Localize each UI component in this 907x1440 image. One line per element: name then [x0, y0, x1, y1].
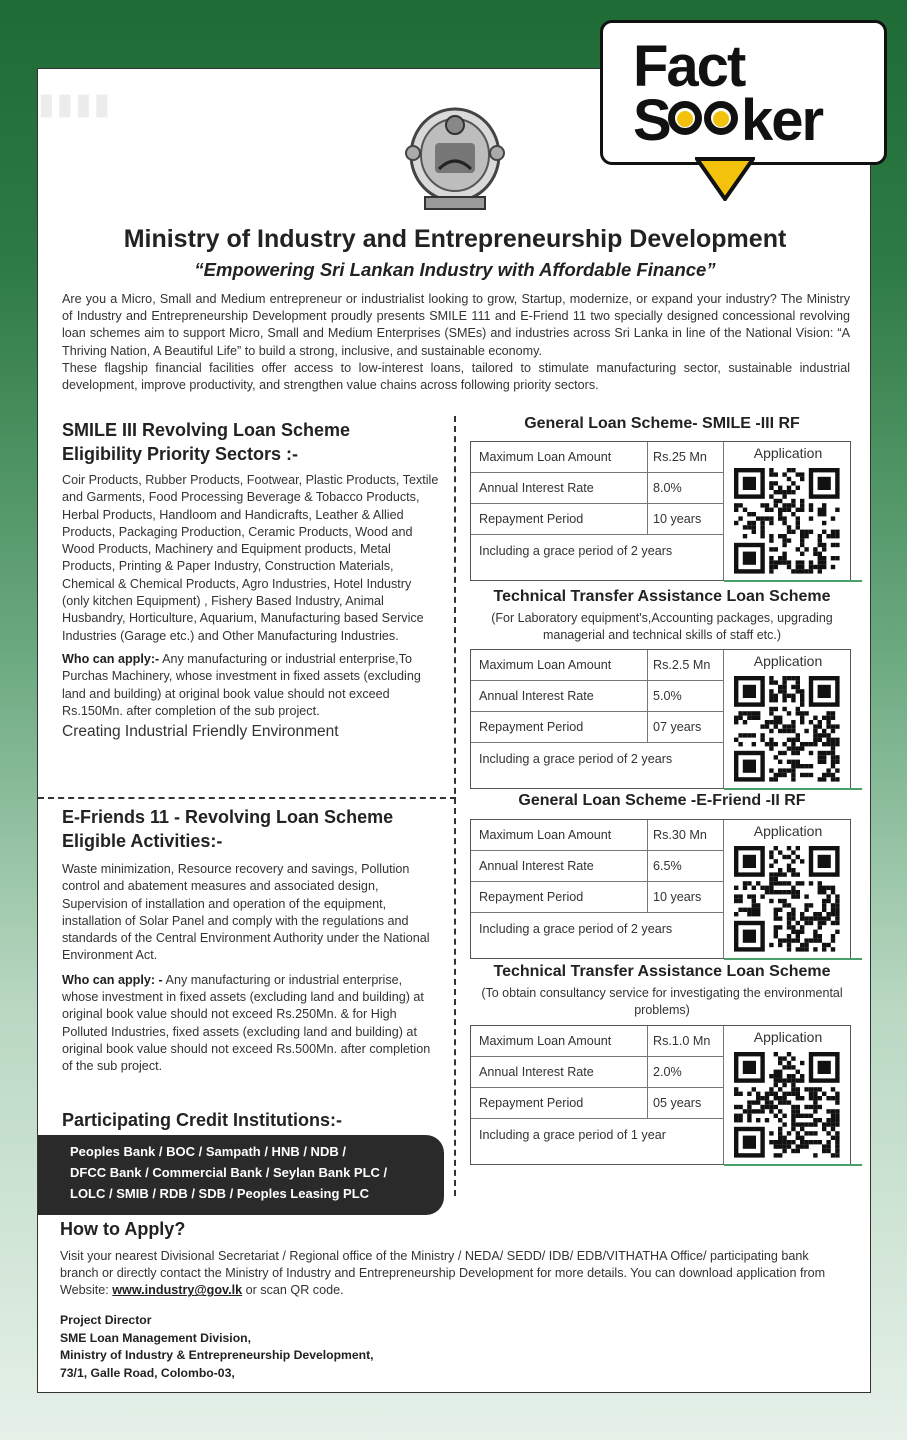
- application-qr-cell: [723, 442, 851, 580]
- watermark-left: ▮▮▮▮: [38, 88, 113, 121]
- application-label: Application: [753, 653, 823, 669]
- efriends-who-can-apply: [62, 972, 442, 1076]
- application-qr-cell: [723, 1026, 851, 1164]
- row-label: Repayment Period: [479, 890, 584, 904]
- advertisement-page: [37, 68, 871, 1393]
- efriends-section: [62, 805, 442, 1076]
- tagline: “Empowering Sri Lankan Industry with Affordable Finance”: [194, 259, 716, 280]
- signature-block: [60, 1312, 374, 1382]
- how-text-1: Visit your nearest Divisional Secretariat / Regional office of the Ministry / NEDA/ SEDD/ IDB/ EDB/VITHATHA Office/ participating bank branch or directly contact the Ministry of Industry and Entrepreneurship Development for more details. You can download application from Website:: [60, 1249, 826, 1298]
- who-label: Who can apply:-: [62, 651, 160, 666]
- smile-section: [62, 418, 442, 741]
- row-value: 10 years: [653, 890, 702, 904]
- banks-line-1: Peoples Bank / BOC / Sampath / HNB / NDB /: [70, 1144, 346, 1159]
- qr-code-icon[interactable]: [734, 676, 842, 782]
- row-value: Rs.2.5 Mn: [653, 658, 711, 672]
- row-value: 8.0%: [653, 481, 682, 495]
- column-separator: [647, 650, 648, 743]
- row-label: Repayment Period: [479, 512, 584, 526]
- row-label: Repayment Period: [479, 1096, 584, 1110]
- row-value: Rs.1.0 Mn: [653, 1034, 711, 1048]
- row-label: Maximum Loan Amount: [479, 828, 612, 842]
- qr-underline: [724, 958, 862, 960]
- intro-text: [62, 291, 850, 394]
- signature-line-3: Ministry of Industry & Entrepreneurship Development,: [60, 1348, 374, 1363]
- grace-period: Including a grace period of 2 years: [479, 544, 673, 558]
- qr-underline: [724, 788, 862, 790]
- scheme-4-title: Technical Transfer Assistance Loan Scheme: [493, 963, 831, 980]
- application-label: Application: [753, 823, 823, 839]
- vertical-divider: [454, 416, 456, 1196]
- credit-title: Participating Credit Institutions:-: [62, 1110, 343, 1130]
- who-text: Any manufacturing or industrial enterprise, whose investment in fixed assets (excluding land and building) at original book value should not exceed Rs.250Mn. & for High Polluted Industries, fixed assets (excluding land and building) at original book value should not exceed Rs.500Mn. after completion of the sub project.: [62, 972, 431, 1074]
- scheme-2-table: [470, 649, 851, 789]
- row-value: Rs.25 Mn: [653, 450, 707, 464]
- row-label: Repayment Period: [479, 720, 584, 734]
- smile-who-can-apply: [62, 651, 442, 720]
- smile-sectors: Coir Products, Rubber Products, Footwear, Plastic Products, Textile and Garments, Food Processing Beverage & Tobacco Products, Herbal Products, Handloom and Handicrafts, Leather & Allied Products, Packaging Production, Ceramic Products, Wood and Wood Products, Machinery and Equipment products, Metal Products, Printing & Paper Industry, Construction Materials, Chemical & Chemical Products, Agro Industries, Hotel Industry (only kitchen Equipment) , Fishery Based Industry, Animal Husbandry, Horticulture, Aquarium, Manufacturing based Service Industries (Garage etc.) and Other Manufacturing Industries.: [62, 473, 439, 643]
- application-qr-cell: [723, 650, 851, 788]
- smile-closing: Creating Industrial Friendly Environment: [62, 723, 339, 741]
- row-value: 07 years: [653, 720, 702, 734]
- credit-title-wrap: [62, 1108, 442, 1132]
- qr-code-icon[interactable]: [734, 468, 842, 574]
- scheme-3-table: [470, 819, 851, 959]
- grace-period: Including a grace period of 2 years: [479, 922, 673, 936]
- efriends-subtitle: Eligible Activities:-: [62, 831, 223, 851]
- qr-code-icon[interactable]: [734, 846, 842, 952]
- row-label: Annual Interest Rate: [479, 481, 594, 495]
- scheme-2-subtitle: (For Laboratory equipment's,Accounting packages, upgrading managerial and technical skills of staff etc.): [491, 611, 833, 642]
- row-label: Annual Interest Rate: [479, 1065, 594, 1079]
- row-label: Maximum Loan Amount: [479, 450, 612, 464]
- signature-line-1: Project Director: [60, 1313, 152, 1327]
- row-value: 2.0%: [653, 1065, 682, 1079]
- scheme-3-title: General Loan Scheme -E-Friend -II RF: [518, 792, 806, 809]
- column-separator: [647, 1026, 648, 1119]
- fact-seeker-logo: [600, 20, 887, 165]
- smile-title: SMILE III Revolving Loan Scheme: [62, 420, 351, 440]
- logo-line-2: S ker: [633, 88, 823, 153]
- grace-period: Including a grace period of 1 year: [479, 1128, 666, 1142]
- page-title: Ministry of Industry and Entrepreneurship Development: [123, 225, 787, 253]
- signature-line-4: 73/1, Galle Road, Colombo-03,: [60, 1365, 235, 1380]
- qr-code-icon[interactable]: [734, 1052, 842, 1158]
- smile-subtitle: Eligibility Priority Sectors :-: [62, 444, 299, 464]
- how-text-2: or scan QR code.: [242, 1283, 344, 1298]
- banks-line-3: LOLC / SMIB / RDB / SDB / Peoples Leasing PLC: [70, 1186, 370, 1201]
- who-label: Who can apply: -: [62, 972, 163, 987]
- grace-period: Including a grace period of 2 years: [479, 752, 673, 766]
- qr-underline: [724, 1164, 862, 1166]
- row-label: Maximum Loan Amount: [479, 1034, 612, 1048]
- row-value: 05 years: [653, 1096, 702, 1110]
- intro-paragraph-1: Are you a Micro, Small and Medium entrepreneur or industrialist looking to grow, Startup, modernize, or expand your industry? The Ministry of Industry and Entrepreneurship Development proudly presents SMILE 111 and E-Friend 11 two specially designed concessional revolving loan schemes aim to support Micro, Small and Medium Enterprises (SMEs) and industries across Sri Lanka in line of the National Vision: “A Thriving Nation, A Beautiful Life” to build a strong, inclusive, and sustainable economy.: [62, 292, 850, 358]
- signature-line-2: SME Loan Management Division,: [60, 1330, 251, 1345]
- horizontal-divider: [38, 797, 456, 799]
- scheme-1-table: [470, 441, 851, 581]
- row-value: 5.0%: [653, 689, 682, 703]
- intro-paragraph-2: These flagship financial facilities offer access to low-interest loans, tailored to stimulate manufacturing sector, sustainable industrial development, improve productivity, and strengthen value chains across following priority sectors.: [62, 360, 850, 393]
- credit-institutions-box: [38, 1135, 444, 1215]
- row-label: Maximum Loan Amount: [479, 658, 612, 672]
- row-value: 10 years: [653, 512, 702, 526]
- column-separator: [647, 442, 648, 535]
- website-link[interactable]: www.industry@gov.lk: [112, 1283, 243, 1298]
- logo-line-1: Fact: [633, 34, 745, 99]
- row-value: Rs.30 Mn: [653, 828, 707, 842]
- application-label: Application: [753, 445, 823, 461]
- banks-line-2: DFCC Bank / Commercial Bank / Seylan Bank PLC /: [70, 1165, 388, 1180]
- application-qr-cell: [723, 820, 851, 958]
- scheme-4-table: [470, 1025, 851, 1165]
- row-label: Annual Interest Rate: [479, 689, 594, 703]
- how-to-apply-text: [60, 1248, 850, 1300]
- scheme-4-subtitle: (To obtain consultancy service for investigating the environmental problems): [481, 986, 843, 1017]
- efriends-activities: Waste minimization, Resource recovery and savings, Pollution control and abatement measures and associated design, Supervision of installation and operation of the equipment, installation of Solar Panel and comply with the regulations and standards of the Central Environment Authority under the National Environment Act.: [62, 862, 430, 963]
- row-value: 6.5%: [653, 859, 682, 873]
- qr-underline: [724, 580, 862, 582]
- scheme-2-title: Technical Transfer Assistance Loan Scheme: [493, 588, 831, 605]
- efriends-title: E-Friends 11 - Revolving Loan Scheme: [62, 807, 394, 827]
- who-text: Any manufacturing or industrial enterprise,To Purchas Machinery, whose investment in fixed assets (excluding land and building) at original book value should not exceed Rs.150Mn. after completion of the sub project.: [62, 651, 421, 718]
- how-to-apply-title: How to Apply?: [60, 1219, 186, 1239]
- row-label: Annual Interest Rate: [479, 859, 594, 873]
- owl-beak-icon: [695, 151, 755, 201]
- sri-lanka-emblem-icon: [405, 105, 505, 217]
- application-label: Application: [753, 1029, 823, 1045]
- scheme-1-title: General Loan Scheme- SMILE -III RF: [524, 415, 800, 432]
- column-separator: [647, 820, 648, 913]
